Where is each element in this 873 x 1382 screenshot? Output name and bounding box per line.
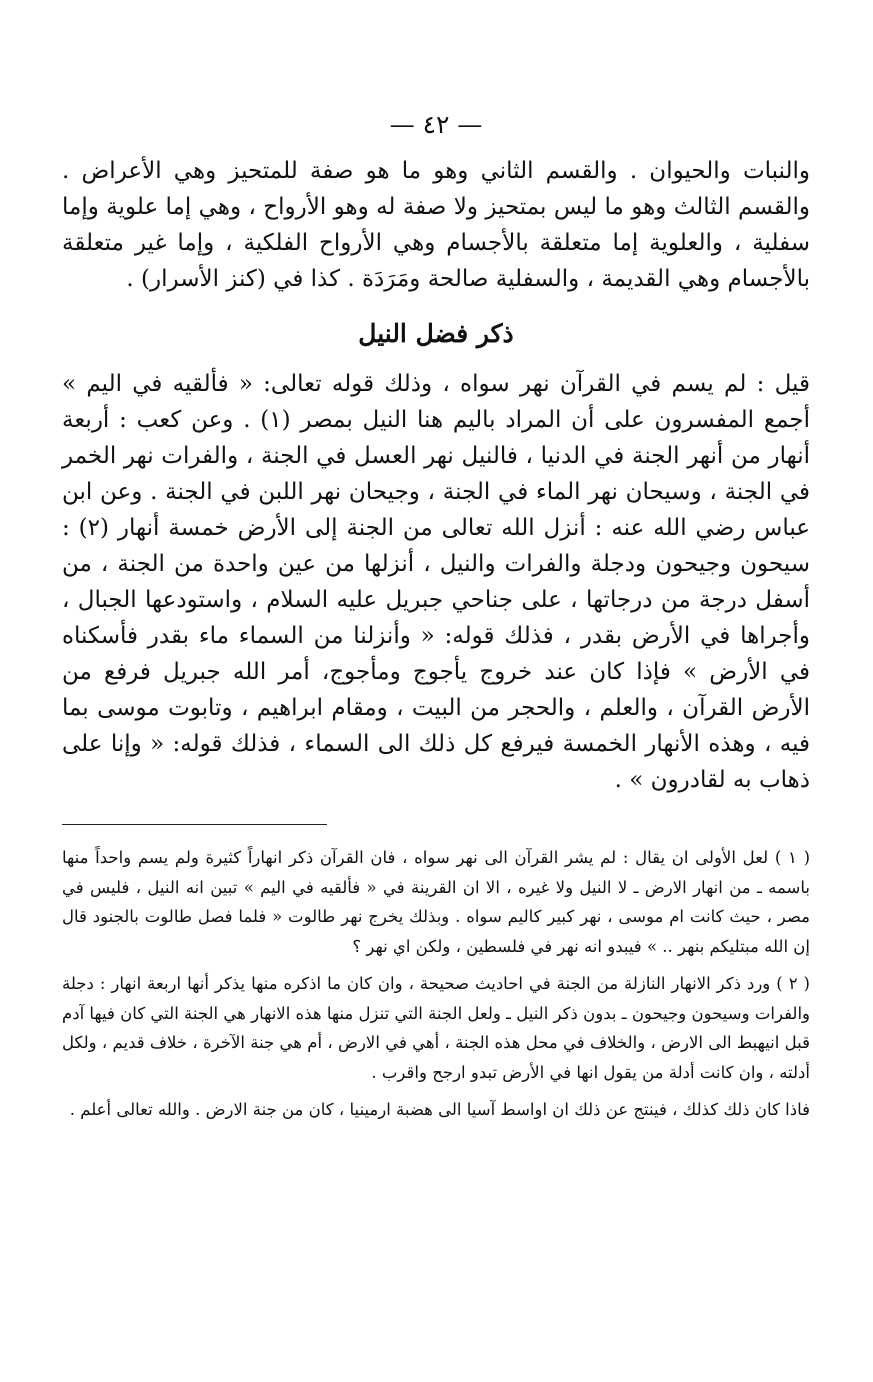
section-heading: ذكر فضل النيل [358,319,514,348]
footnotes [62,843,810,1125]
main-paragraph: قيل : لم يسم في القرآن نهر سواه ، وذلك قوله تعالى: « فألقيه في اليم » أجمع المفسرون على أن المراد باليم هنا النيل بمصر (١) . وعن كعب : أربعة أنهار من أنهر الجنة في الدنيا ، فالنيل نهر العسل في الجنة ، والفرات نهر الخمر في الجنة ، وسيحان نهر الماء في الجنة ، وجيحان نهر اللبن في الجنة . وعن ابن عباس رضي الله عنه : أنزل الله تعالى من الجنة إلى الأرض خمسة أنهار (٢) : سيحون وجيحون ودجلة والفرات والنيل ، أنزلها من عين واحدة من الجنة ، من أسفل درجة من درجاتها ، على جناحي جبريل عليه السلام ، واستودعها الجبال ، وأجراها في الأرض بقدر ، فذلك قوله: « وأنزلنا من السماء ماء بقدر فأسكناه في الأرض » فإذا كان عند خروج يأجوج ومأجوج، أمر الله جبريل فرفع من الأرض القرآن ، والعلم ، والحجر من البيت ، ومقام ابراهيم ، وتابوت موسى بما فيه ، وهذه الأنهار الخمسة فيرفع كل ذلك الى السماء ، فذلك قوله: « وإنا على ذهاب به لقادرون » . [62,371,810,793]
footnote-divider [62,824,327,825]
book-page [62,110,810,1133]
intro-paragraph: والنبات والحيوان . والقسم الثاني وهو ما هو صفة للمتحيز وهي الأعراض . والقسم الثالث وهو ما ليس بمتحيز ولا صفة له وهو الأرواح ، وهي إما علوية وإما سفلية ، والعلوية إما متعلقة بالأجسام وهي الأرواح الفلكية ، وإما غير متعلقة بالأجسام وهي القديمة ، والسفلية صالحة ومَرَدَة . كذا في (كنز الأسرار) . [62,158,810,292]
footnote-1: ( ١ ) لعل الأولى ان يقال : لم يشر القرآن الى نهر سواه ، فان القرآن ذكر انهاراً كثيرة ولم يسم واحداً منها باسمه ـ من انهار الارض ـ لا النيل ولا غيره ، الا ان القرينة في « فألقيه في اليم » تبين انه النيل ، فليس في مصر ، حيث كانت ام موسى ، نهر كبير كاليم سواه . وبذلك يخرج نهر طالوت « فلما فصل طالوت بالجنود قال إن الله مبتليكم بنهر .. » فيبدو انه نهر في فلسطين ، ولكن اي نهر ؟ [62,848,811,956]
footnote-note: فاذا كان ذلك كذلك ، فينتج عن ذلك ان اواسط آسيا الى هضبة ارمينيا ، كان من جنة الارض . والله تعالى أعلم . [69,1100,810,1119]
footnote-2: ( ٢ ) ورد ذكر الانهار النازلة من الجنة في احاديث صحيحة ، وان كان ما اذكره منها يذكر أنها اربعة انهار : دجلة والفرات وسيحون وجيحون ـ بدون ذكر النيل ـ ولعل الجنة التي تنزل منها هذه الانهار هي الجنة التي كان فيها آدم قبل انيهبط الى الارض ، والخلاف في محل هذه الجنة ، أهي في الارض ، أم هي جنة الآخرة ، خلاف قديم ، ولكل أدلته ، وان كانت أدلة من يقول انها في الأرض تبدو ارجح واقرب . [62,974,810,1082]
page-number: — ٤٢ — [389,110,483,139]
